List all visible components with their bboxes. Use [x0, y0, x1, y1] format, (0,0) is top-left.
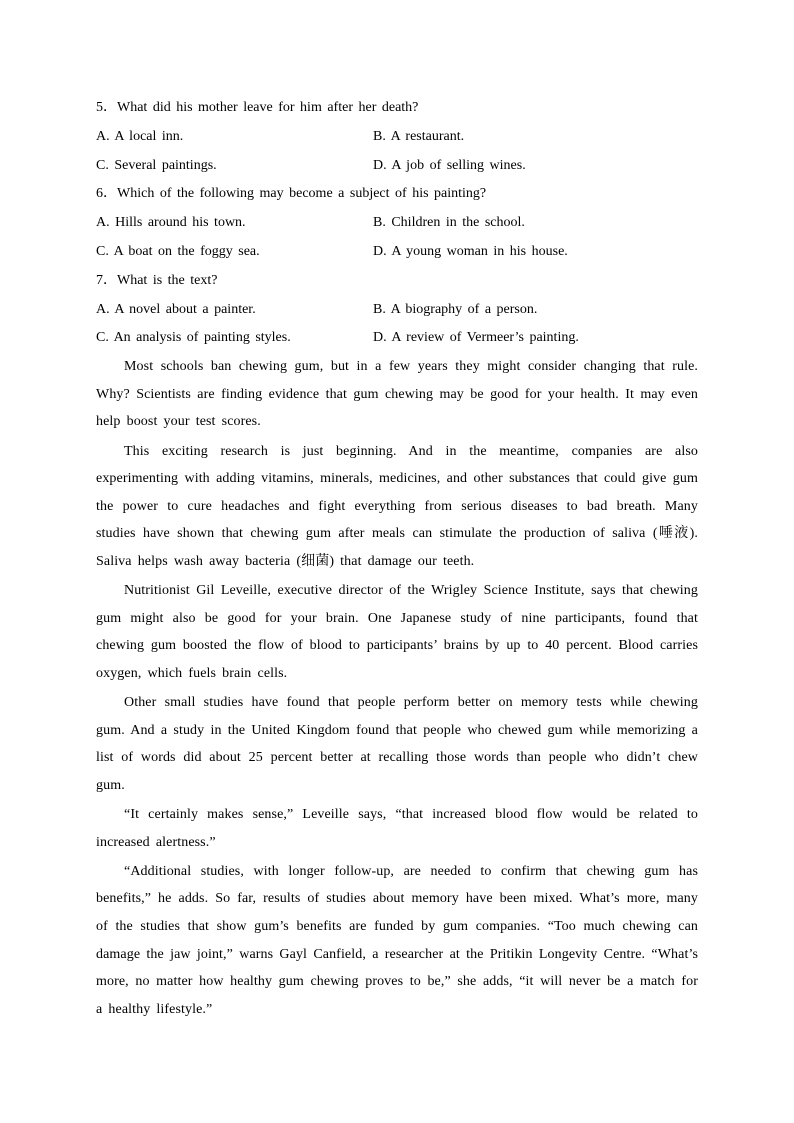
passage-paragraph: Other small studies have found that people perform better on memory tests while chewing gum. And a study in the United Kingdom found that people who chewed gum while memorizing a list of words did about 25 percent better at recalling those words than people who didn’t chew gum. — [96, 695, 698, 793]
option-row — [96, 152, 698, 181]
option-row — [96, 296, 698, 325]
passage-paragraph: “Additional studies, with longer follow-up, are needed to confirm that chewing gum has benefits,” he adds. So far, results of studies about memory have been mixed. What’s more, many of the studies that show gum’s benefits are funded by gum companies. “Too much chewing can damage the jaw joint,” warns Gayl Canfield, a researcher at the Pritikin Longevity Centre. “What’s more, no matter how healthy gum chewing proves to be,” she adds, “it will never be a match for a healthy lifestyle.” — [96, 863, 698, 1017]
option-c: C. A boat on the foggy sea. — [96, 243, 260, 259]
option-a: A. Hills around his town. — [96, 215, 246, 231]
option-b: B. Children in the school. — [373, 215, 525, 231]
option-c: C. An analysis of painting styles. — [96, 330, 291, 346]
option-c: C. Several paintings. — [96, 157, 217, 173]
option-d: D. A job of selling wines. — [373, 157, 526, 173]
passage-paragraph: Nutritionist Gil Leveille, executive director of the Wrigley Science Institute, says that chewing gum might also be good for your brain. One Japanese study of nine participants, found that chewing gum boosted the flow of blood to participants’ brains by up to 40 percent. Blood carries oxygen, which fuels brain cells. — [96, 583, 698, 681]
option-d: D. A review of Vermeer’s painting. — [373, 330, 579, 346]
passage-paragraph: This exciting research is just beginning. And in the meantime, companies are also experimenting with adding vitamins, minerals, medicines, and other substances that could give gum the power to cure headaches and fight everything from serious diseases to bad breath. Many studies have shown that chewing gum after meals can stimulate the production of saliva (唾液). Saliva helps wash away bacteria (细菌) that damage our teeth. — [96, 443, 698, 569]
question-stem: 6．Which of the following may become a subject of his painting? — [96, 186, 487, 202]
option-row — [96, 209, 698, 238]
passage-paragraph: Most schools ban chewing gum, but in a few years they might consider changing that rule. Why? Scientists are finding evidence that gum chewing may be good for your health. It may even help boost your test scores. — [96, 359, 698, 430]
question-stem: 7．What is the text? — [96, 272, 218, 288]
exam-page — [96, 94, 698, 1025]
reading-passage — [96, 353, 698, 1023]
option-b: B. A biography of a person. — [373, 301, 538, 317]
option-row — [96, 238, 698, 267]
option-row — [96, 324, 698, 353]
option-a: A. A novel about a painter. — [96, 301, 256, 317]
question-6 — [96, 180, 698, 266]
question-5 — [96, 94, 698, 180]
option-a: A. A local inn. — [96, 128, 184, 144]
option-b: B. A restaurant. — [373, 128, 465, 144]
question-stem: 5．What did his mother leave for him after her death? — [96, 100, 419, 115]
question-7 — [96, 267, 698, 353]
option-row — [96, 123, 698, 152]
option-d: D. A young woman in his house. — [373, 243, 568, 259]
passage-paragraph: “It certainly makes sense,” Leveille says, “that increased blood flow would be related to increased alertness.” — [96, 807, 698, 850]
